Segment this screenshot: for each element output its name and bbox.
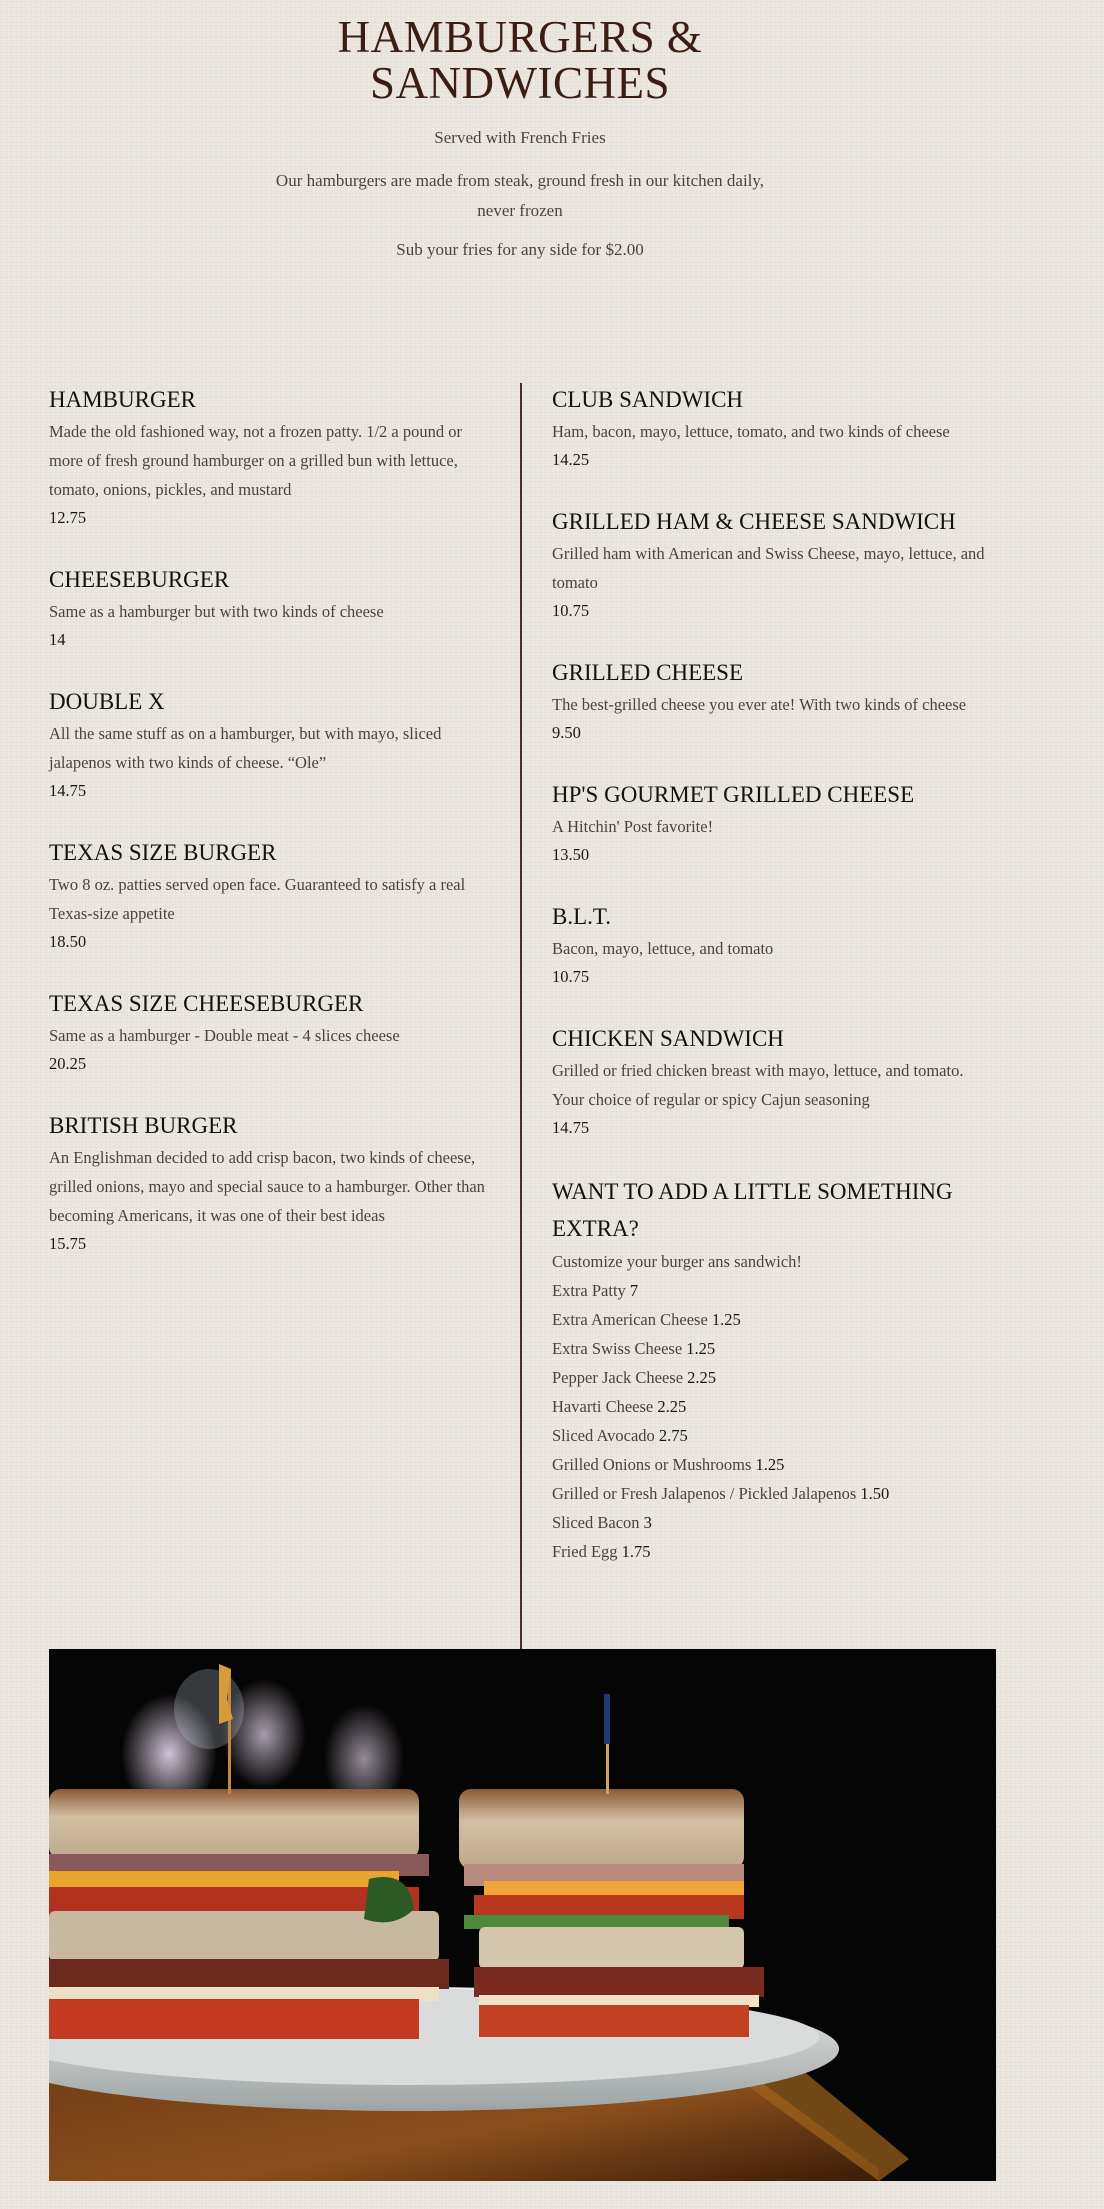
menu-item [552,900,992,991]
burgers-column [49,383,499,1289]
item-price: 14.75 [49,781,87,800]
item-description: An Englishman decided to add crisp bacon, two kinds of cheese, grilled onions, mayo and special sauce to a hamburger. Other than becoming Americans, it was one of their best ideas [49,1148,485,1225]
sandwiches-column [552,383,992,1566]
item-price: 10.75 [552,967,590,986]
item-description: Grilled ham with American and Swiss Cheese, mayo, lettuce, and tomato [552,544,985,592]
item-description: Bacon, mayo, lettuce, and tomato [552,939,774,958]
menu-item [49,1109,499,1258]
page-title [0,14,1040,106]
menu-item [49,563,499,654]
fresh-ground-note: Our hamburgers are made from steak, ground fresh in our kitchen daily, never frozen [275,171,765,220]
club-sandwich-photo [49,1649,996,2181]
item-name: TEXAS SIZE BURGER [49,840,277,865]
item-price: 14 [49,630,66,649]
menu-item [552,505,992,625]
item-price: 12.75 [49,508,87,527]
menu-item [49,987,499,1078]
item-name: GRILLED CHEESE [552,660,744,685]
extra-item: Sliced Bacon 3 [552,1513,652,1532]
item-price: 13.50 [552,845,590,864]
item-price: 15.75 [49,1234,87,1253]
extra-item: Sliced Avocado 2.75 [552,1426,688,1445]
extra-item: Grilled or Fresh Jalapenos / Pickled Jalapenos 1.50 [552,1484,890,1503]
served-with-note: Served with French Fries [434,128,606,147]
extras-intro: Customize your burger ans sandwich! [552,1252,802,1271]
item-price: 10.75 [552,601,590,620]
sub-fries-note: Sub your fries for any side for $2.00 [396,240,644,259]
menu-item [552,1022,992,1142]
menu-item [552,656,992,747]
menu-item [552,778,992,869]
item-description: A Hitchin' Post favorite! [552,817,714,836]
item-price: 14.25 [552,450,590,469]
extra-item: Extra Patty 7 [552,1281,639,1300]
column-divider [520,383,522,1649]
item-name: DOUBLE X [49,689,165,714]
item-price: 9.50 [552,723,581,742]
menu-item [49,383,499,532]
title-line-1: HAMBURGERS & [337,12,703,62]
item-name: BRITISH BURGER [49,1113,238,1138]
item-price: 18.50 [49,932,87,951]
extras-list [552,1276,992,1566]
menu-item [49,836,499,956]
item-description: All the same stuff as on a hamburger, but with mayo, sliced jalapenos with two kinds of cheese. “Ole” [49,724,442,772]
item-name: GRILLED HAM & CHEESE SANDWICH [552,509,956,534]
title-line-2: SANDWICHES [369,58,670,108]
extra-item: Fried Egg 1.75 [552,1542,651,1561]
extra-item: Pepper Jack Cheese 2.25 [552,1368,717,1387]
item-name: CHEESEBURGER [49,567,230,592]
item-description: Ham, bacon, mayo, lettuce, tomato, and two kinds of cheese [552,422,950,441]
menu-header [0,0,1040,262]
extras-title: WANT TO ADD A LITTLE SOMETHING EXTRA? [552,1179,953,1241]
item-name: HAMBURGER [49,387,196,412]
item-description: Same as a hamburger - Double meat - 4 slices cheese [49,1026,400,1045]
item-name: B.L.T. [552,904,611,929]
item-price: 20.25 [49,1054,87,1073]
item-description: Made the old fashioned way, not a frozen patty. 1/2 a pound or more of fresh ground hamburger on a grilled bun with lettuce, tomato, onions, pickles, and mustard [49,422,462,499]
menu-item [552,383,992,474]
menu-item [49,685,499,805]
extra-item: Extra American Cheese 1.25 [552,1310,741,1329]
item-price: 14.75 [552,1118,590,1137]
item-description: Two 8 oz. patties served open face. Guaranteed to satisfy a real Texas-size appetite [49,875,466,923]
extra-item: Extra Swiss Cheese 1.25 [552,1339,716,1358]
item-name: TEXAS SIZE CHEESEBURGER [49,991,364,1016]
item-name: CLUB SANDWICH [552,387,744,412]
item-name: HP'S GOURMET GRILLED CHEESE [552,782,915,807]
item-name: CHICKEN SANDWICH [552,1026,784,1051]
extra-item: Grilled Onions or Mushrooms 1.25 [552,1455,785,1474]
item-description: Same as a hamburger but with two kinds of cheese [49,602,384,621]
item-description: Grilled or fried chicken breast with mayo, lettuce, and tomato. Your choice of regular or spicy Cajun seasoning [552,1061,964,1109]
extras-section [552,1173,992,1566]
item-description: The best-grilled cheese you ever ate! With two kinds of cheese [552,695,967,714]
extra-item: Havarti Cheese 2.25 [552,1397,687,1416]
